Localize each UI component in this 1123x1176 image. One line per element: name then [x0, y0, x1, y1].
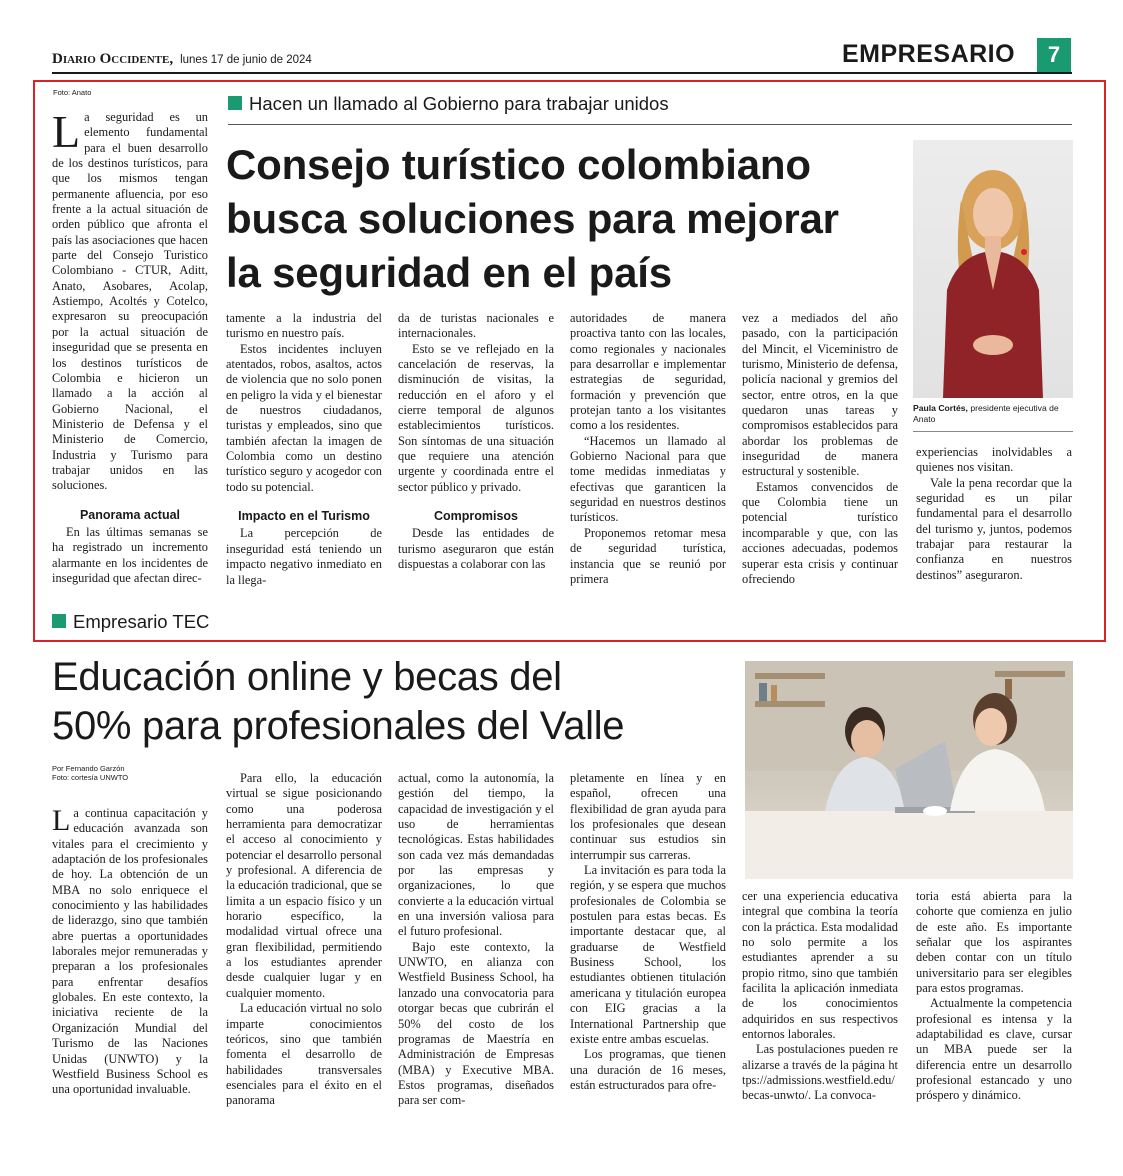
woman-portrait-icon [913, 140, 1073, 398]
issue-date: lunes 17 de junio de 2024 [180, 54, 312, 66]
green-square-icon [52, 614, 66, 628]
a1-column-4 [570, 311, 726, 587]
subheading: Panorama actual [79, 507, 181, 522]
headline-line: la seguridad en el país [226, 249, 672, 296]
a1-paragraph: tamente a la industria del turismo en nuestro país. [226, 311, 382, 341]
a2-paragraph: Las postulaciones pueden realizarse a través de la página https://admissions.westfield.edu/becas-unwto/. La convoca- [742, 1042, 898, 1103]
a2-paragraph: cer una experiencia educativa integral que combina la teoría con la práctica. Esta modalidad no solo permite a los estudiantes aprender a su propio ritmo, sino que también facilita la aplicación inmediata de los conocimientos adquiridos en sus respectivos entornos laborales. [742, 889, 898, 1042]
a2-column-5 [742, 889, 898, 1104]
byline-author: Por Fernando Garzón [52, 764, 125, 773]
drop-cap: L [52, 106, 81, 157]
kicker [228, 93, 669, 115]
a1-column-1 [52, 106, 208, 586]
page-number: 7 [1037, 38, 1071, 72]
a1-column-5 [742, 311, 898, 587]
a1-paragraph: vez a mediados del año pasado, con la participación del Mincit, el Viceministro de turismo, Ministerio de defensa, policía nacional y gremios del sector, entre otros, en la que quedaron unas tareas y compromisos establecidos para abordar los problemas de inseguridad de manera estructural y sostenible. [742, 311, 898, 479]
a1-paragraph: “Hacemos un llamado al Gobierno Nacional para que tome medidas inmediatas y efectivas que garanticen la seguridad en nuestros destinos turísticos. [570, 433, 726, 525]
headline-line: busca soluciones para mejorar [226, 195, 839, 242]
office-photo [745, 661, 1073, 879]
a2-paragraph: Los programas, que tienen una duración de 16 meses, están estructurados para ofre- [570, 1047, 726, 1092]
section-title: EMPRESARIO [842, 40, 1016, 68]
paper-name: Diario Occidente, [52, 51, 174, 67]
a1-paragraph: La percepción de inseguridad está teniendo un impacto negativo inmediato en la llega- [226, 526, 382, 587]
subheading: Compromisos [433, 509, 519, 524]
a1-paragraph: Esto se ve reflejado en la cancelación de reservas, la disminución de visitas, la reducción en el aforo y el cierre temporal de algunos establecimientos turísticos. Son síntomas de una situación que requiere una atención urgente y coordinada entre el sector público y privado. [398, 341, 554, 494]
a2-column-1 [52, 806, 208, 1098]
portrait-photo [913, 140, 1073, 398]
a1-paragraph: Estamos convencidos de que Colombia tiene un potencial turístico incomparable y que, con las acciones adecuadas, podemos superar esta crisis y continuar ofreciendo [742, 479, 898, 586]
headline-line: Consejo turístico colombiano [226, 141, 811, 188]
a1-column-6 [916, 445, 1072, 583]
a2-paragraph: actual, como la autonomía, la gestión del tiempo, la capacidad de investigación y el uso de herramientas tecnológicas. Estas habilidades son cada vez más demandadas por las empresas y organizaciones, lo que convierte a la educación virtual en una inversión valiosa para el futuro profesional. [398, 771, 554, 939]
a1-paragraph: Estos incidentes incluyen atentados, robos, asaltos, actos de violencia que no solo ponen en peligro la vida y el bienestar de nuestros ciudadanos, turistas y empleados, sino que también afectan la imagen de Colombia como un destino turístico seguro y acogedor con todo su potencial. [226, 341, 382, 494]
subheading: Impacto en el Turismo [238, 509, 370, 524]
green-square-icon [228, 96, 242, 110]
headline-line: Educación online y becas del [52, 655, 562, 699]
header-rule [52, 72, 1072, 74]
a1-paragraph: Proponemos retomar mesa de seguridad turística, instancia que se reunió por primera [570, 525, 726, 586]
caption-name: Paula Cortés, [913, 403, 968, 413]
a1-paragraph: experiencias inolvidables a quienes nos visitan. [916, 445, 1072, 475]
a1-paragraph: Desde las entidades de turismo aseguraron que están dispuestas a colaborar con las [398, 526, 554, 572]
a2-paragraph: a continua capacitación y educación avanzada son vitales para el crecimiento y adaptación de los profesionales de hoy. La obtención de un MBA no solo enriquece el conocimiento y las habilidades de liderazgo, sino que también abre puertas a oportunidades laborales mejor remuneradas y preparan a los profesionales para enfrentar desafíos globales. En este contexto, la iniciativa reciente de la Organización Mundial del Turismo de las Naciones Unidas (UNWTO) y la Westfield Business School es una oportunidad invaluable. [52, 806, 208, 1097]
a1-column-2 [226, 311, 382, 588]
a1-paragraph: Vale la pena recordar que la seguridad es un pilar fundamental para el desarrollo del turismo y, juntos, podemos trabajar para restaurar la confianza en nuestros destinos” aseguraron. [916, 475, 1072, 582]
people-at-laptops-icon [745, 661, 1073, 879]
a2-paragraph: toria está abierta para la cohorte que comienza en julio de este año. Es importante señalar que los aspirantes deben contar con un título universitario para ser elegibles para estos programas. [916, 889, 1072, 996]
byline [52, 764, 128, 782]
a2-paragraph: Para ello, la educación virtual se sigue posicionando como una poderosa herramienta para democratizar el acceso al conocimiento y potenciar el desarrollo personal y profesional. A diferencia de la educación tradicional, que se limita a un espacio físico y un horario específico, la modalidad virtual ofrece una gran flexibilidad, permitiendo a los estudiantes aprender desde cualquier lugar y en cualquier momento. [226, 771, 382, 1000]
photo-caption [913, 403, 1075, 425]
headline-line: 50% para profesionales del Valle [52, 704, 625, 748]
a1-paragraph: da de turistas nacionales e internacionales. [398, 311, 554, 341]
a2-column-3 [398, 771, 554, 1109]
a2-column-2 [226, 771, 382, 1109]
a2-column-6 [916, 889, 1072, 1104]
headline [226, 138, 906, 300]
a2-paragraph: La educación virtual no solo imparte conocimientos teóricos, sino que también fomenta el desarrollo de habilidades transversales esenciales para el éxito en el panorama [226, 1001, 382, 1108]
kicker-text: Hacen un llamado al Gobierno para trabajar unidos [249, 93, 669, 114]
a1-column-3 [398, 311, 554, 573]
drop-cap: L [52, 804, 71, 837]
section-label-text: Empresario TEC [73, 611, 210, 632]
a2-paragraph: pletamente en línea y en español, ofrecen una flexibilidad de gran ayuda para los profesionales que desean continuar sus estudios sin interrumpir sus carreras. [570, 771, 726, 862]
byline-photo-credit: Foto: cortesía UNWTO [52, 773, 129, 782]
caption-rule [913, 431, 1073, 432]
a2-paragraph: Bajo este contexto, la UNWTO, en alianza con Westfield Business School, ha lanzado una convocatoria para otorgar becas que cubrirán el 50% del costo de los programas de Maestría en Administración de Empresas (MBA) y Executive MBA. Estos programas, diseñados para ser com- [398, 939, 554, 1108]
section-label [52, 611, 209, 633]
caption-text: presidente ejecutiva de Anato [913, 403, 1059, 424]
a2-paragraph: La invitación es para toda la región, y se espera que muchos profesionales de Colombia se postulen para estas becas. Es importante destacar que, al graduarse de Westfield Business School, los estudiantes obtienen titulación americana y titulación europea con EIG gracias a la International Partnership que existe entre ambas escuelas. [570, 863, 726, 1046]
headline-2 [52, 653, 742, 751]
kicker-rule [228, 124, 1072, 125]
masthead [52, 50, 512, 70]
a1-paragraph: a seguridad es un elemento fundamental para el buen desarrollo de los destinos turísticos, para que los mismos tengan permanente afluencia, por eso frente a la actual situación de orden público que afronta el país las asociaciones que hacen parte del Consejo Turistico Colombiano - CTUR, Aditt, Anato, Asobares, Acolap, Astiempo, Acoltés y Cotelco, expresaron su preocupación por la actual situación de inseguridad que se presenta en los destinos turísticos de Colombia e hicieron un llamado a la acción al Gobierno Nacional, el Ministerio de Defensa y el Ministerio de Comercio, Industria y Turismo para trabajar unidos en las soluciones. [52, 110, 208, 493]
a2-column-4 [570, 771, 726, 1093]
a1-paragraph: En las últimas semanas se ha registrado un incremento alarmante en los incidentes de inseguridad que afectan direc- [52, 524, 208, 585]
a2-paragraph: Actualmente la competencia profesional es intensa y la adaptabilidad es clave, cursar un MBA puede ser la diferencia entre un desarrollo profesional estancado y uno próspero y dinámico. [916, 996, 1072, 1103]
a1-paragraph: autoridades de manera proactiva tanto con las locales, como regionales y nacionales para desarrollar e implementar estrategias de seguridad, formación y prevención que protejan tanto a los visitantes como a los residentes. [570, 311, 726, 433]
photo-credit: Foto: Anato [53, 88, 92, 97]
